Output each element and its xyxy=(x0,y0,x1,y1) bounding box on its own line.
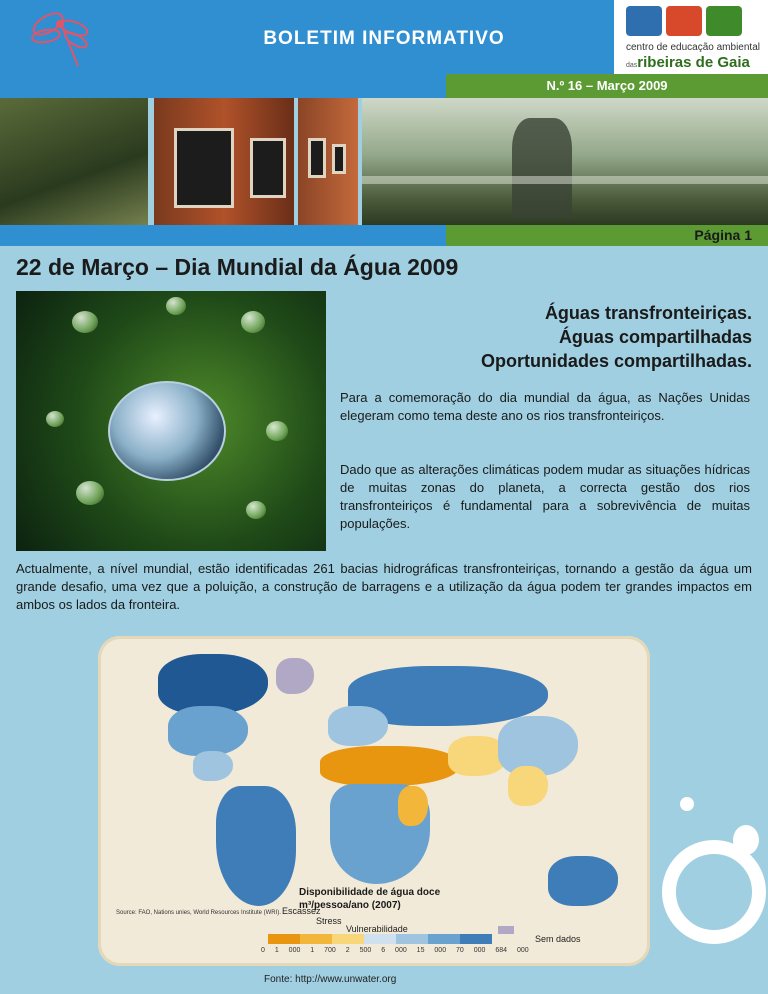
issue-number: N.º 16 – Março 2009 xyxy=(546,78,668,93)
scale-swatch-7 xyxy=(460,934,492,944)
photo-band xyxy=(0,98,768,225)
legend-escassez: Escassez xyxy=(282,906,321,916)
paragraph-1: Para a comemoração do dia mundial da água, as Nações Unidas elegeram como tema deste ano os rios transfronteiriços. xyxy=(340,390,750,423)
logo-sun-tile-icon xyxy=(666,6,702,36)
legend-vulnerabilidade: Vulnerabilidade xyxy=(346,924,408,934)
article-subtitle: Águas transfronteiriças. Águas compartilhadas Oportunidades compartilhadas. xyxy=(480,303,752,371)
logo-text-line2: dasribeiras de Gaia xyxy=(626,54,750,71)
cea-logo xyxy=(614,0,768,74)
photo-corridor xyxy=(298,98,358,225)
legend-scale-values: 0 1 000 1 700 2 500 6 000 15 000 70 000 684 000 xyxy=(261,947,529,954)
globe-in-drop xyxy=(108,381,226,481)
scale-swatch-1 xyxy=(268,934,300,944)
photo-garden xyxy=(0,98,148,225)
header-banner xyxy=(0,0,768,74)
page-strip xyxy=(0,225,768,246)
paragraph-3: Actualmente, a nível mundial, estão identificadas 261 bacias hidrográficas transfronteiriças, tornando a gestão da água um grande desafio, uma vez que a poluição, a construção de barragens e a utilização da água podem ter grandes impactos em ambos os lados da fronteira. xyxy=(16,561,752,612)
logo-dragonfly-tile-icon xyxy=(626,6,662,36)
scale-swatch-6 xyxy=(428,934,460,944)
logo-leaf-tile-icon xyxy=(706,6,742,36)
map-legend-caption: Disponibilidade de água doce m³/pessoa/ano (2007) xyxy=(299,887,441,911)
issue-strip xyxy=(0,74,768,98)
photo-building-facade xyxy=(362,98,768,225)
legend-stress: Stress xyxy=(316,916,342,926)
map-source-footer: Fonte: http://www.unwater.org xyxy=(264,974,397,985)
scale-swatch-4 xyxy=(364,934,396,944)
scale-swatch-5 xyxy=(396,934,428,944)
decorative-ring xyxy=(662,840,766,944)
logo-text-line1: centro de educação ambiental xyxy=(626,42,760,53)
article-headline: 22 de Março – Dia Mundial da Água 2009 xyxy=(16,254,459,280)
water-drop-globe-photo xyxy=(16,291,326,551)
scale-swatch-3 xyxy=(332,934,364,944)
no-data-swatch xyxy=(498,926,514,934)
page-number: Página 1 xyxy=(694,227,752,243)
decorative-dot-small xyxy=(680,797,694,811)
newsletter-title: BOLETIM INFORMATIVO xyxy=(263,28,505,49)
scale-swatch-2 xyxy=(300,934,332,944)
paragraph-2: Dado que as alterações climáticas podem mudar as situações hídricas de muitas zonas do planeta, a correcta gestão dos rios transfronteiriços é fundamental para a sobrevivência de muitas populações. xyxy=(340,462,750,531)
legend-color-scale xyxy=(268,934,492,944)
water-availability-map xyxy=(98,636,650,966)
photo-wood-wall xyxy=(154,98,294,225)
map-source-note: Source: FAO, Nations unies, World Resources Institute (WRI). xyxy=(116,910,281,916)
no-data-label: Sem dados xyxy=(535,934,581,944)
